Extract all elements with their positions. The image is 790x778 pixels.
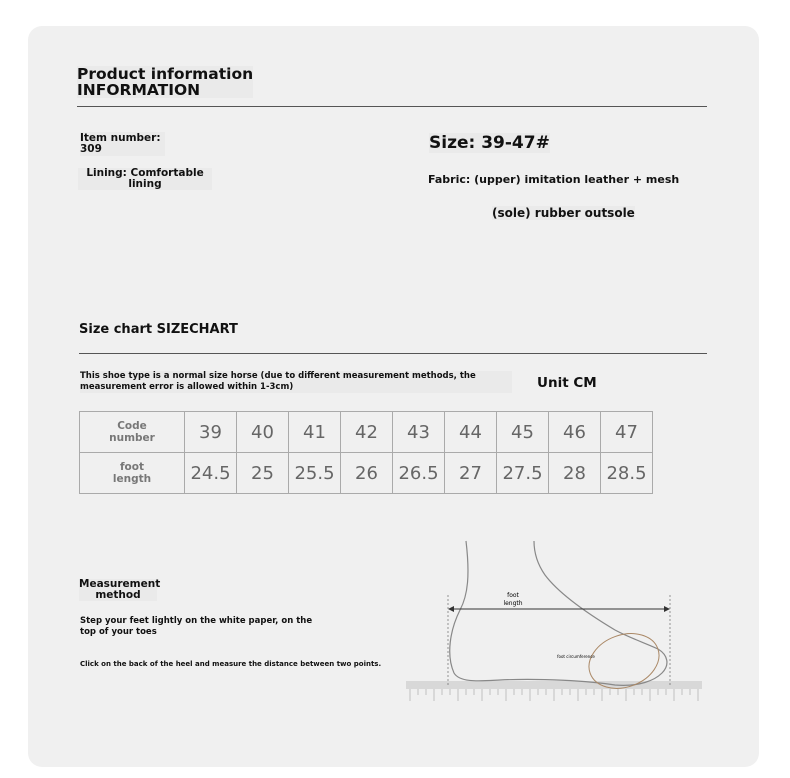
foot-cell: 25 [237,453,289,494]
foot-length-header [80,453,185,494]
page-title [77,66,253,98]
measurement-title-line2: method [95,589,141,601]
code-cell: 41 [289,412,341,453]
table-row-code [80,412,653,453]
code-cell: 43 [393,412,445,453]
fabric: Fabric: (upper) imitation leather + mesh [428,173,680,186]
lining-line2: lining [128,178,162,190]
page-title-line1: Product information [77,65,254,83]
foot-outline [450,541,667,685]
divider [77,106,707,107]
code-cell: 42 [341,412,393,453]
table-row-foot [80,453,653,494]
ruler [406,681,702,689]
foot-header-line1: foot [119,461,144,473]
code-number-header [80,412,185,453]
item-number [80,132,165,156]
foot-cell: 27 [445,453,497,494]
size-chart-title: Size chart SIZECHART [79,322,238,337]
measurement-step2: Click on the back of the heel and measure the distance between two points. [80,660,382,668]
arrow-head-left [448,606,454,612]
circumference-label: foot circumference [557,654,595,659]
size-note: This shoe type is a normal size horse (due to different measurement methods, the measurement error is allowed within 1-3cm) [80,371,512,393]
size-table [79,411,653,494]
foot-length-label-2: length [503,600,523,607]
lining [78,168,212,190]
code-cell: 39 [185,412,237,453]
foot-cell: 27.5 [497,453,549,494]
item-number-value: 309 [80,143,102,155]
measurement-step1: Step your feet lightly on the white paper, on the top of your toes [80,616,313,637]
foot-diagram [400,535,705,705]
lining-line1: Lining: Comfortable [86,167,204,179]
code-cell: 40 [237,412,289,453]
foot-cell: 25.5 [289,453,341,494]
item-number-label: Item number: [80,132,161,144]
page-title-line2: INFORMATION [77,81,201,99]
divider [79,353,707,354]
code-cell: 46 [549,412,601,453]
foot-header-line2: length [112,473,152,485]
foot-cell: 26.5 [393,453,445,494]
foot-length-label-1: foot [507,592,519,599]
foot-cell: 26 [341,453,393,494]
foot-cell: 28.5 [601,453,653,494]
foot-cell: 28 [549,453,601,494]
arrow-head-right [664,606,670,612]
measurement-title [79,578,161,601]
code-header-line1: Code [117,420,147,432]
unit-label: Unit CM [537,375,597,391]
size-range: Size: 39-47# [429,133,550,153]
sole: (sole) rubber outsole [492,206,635,220]
measurement-title-line1: Measurement [79,578,161,590]
foot-cell: 24.5 [185,453,237,494]
code-cell: 45 [497,412,549,453]
code-cell: 47 [601,412,653,453]
ruler-ticks [410,689,698,701]
code-cell: 44 [445,412,497,453]
code-header-line2: number [109,432,155,444]
